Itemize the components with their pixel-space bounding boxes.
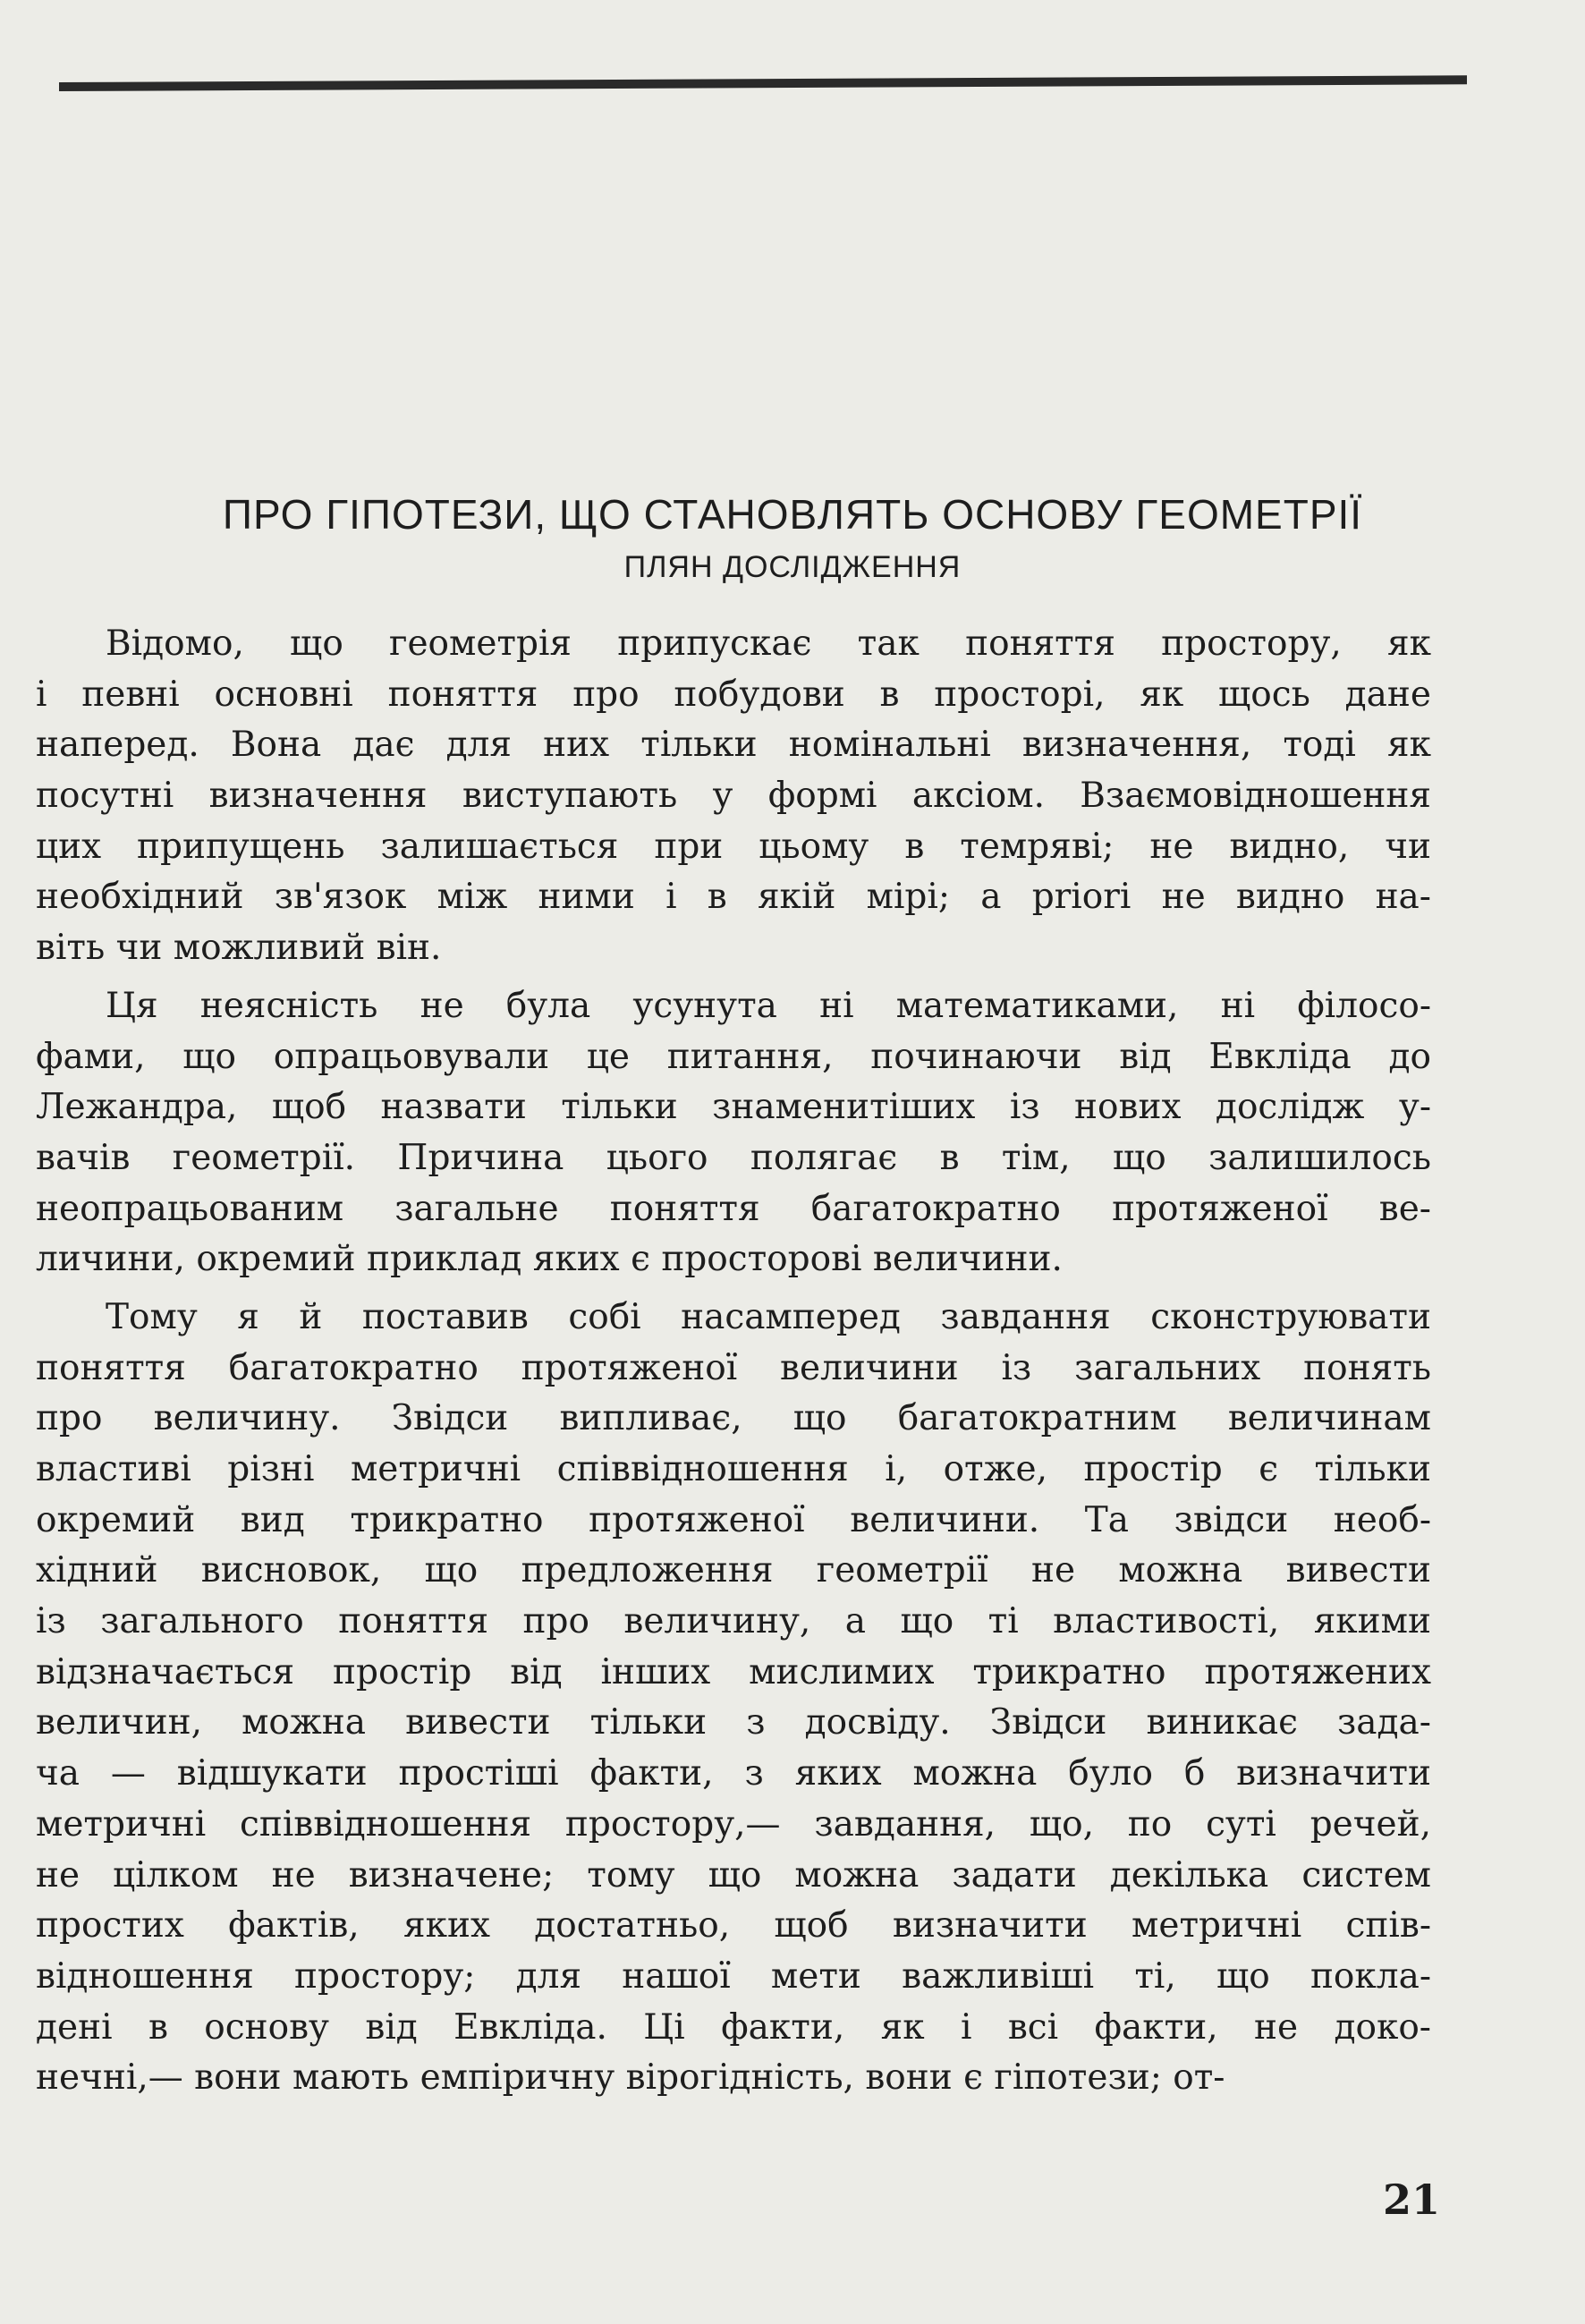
text-line: цих припущень залишається при цьому в темряві; не видно, чи — [36, 826, 1431, 867]
text-line: Відомо, що геометрія припускає так поняття простору, як — [106, 623, 1431, 664]
text-line: ча — відшукати простіші факти, з яких можна було б визначити — [36, 1753, 1431, 1794]
text-line: Лежандра, щоб назвати тільки знаменитіших із нових дослідж у- — [36, 1087, 1431, 1128]
text-line: Ця неясність не була усунута ні математиками, ні філосо- — [106, 985, 1431, 1026]
text-line: нечні,— вони мають емпіричну вірогідність, вони є гіпотези; от- — [36, 2057, 1225, 2099]
text-line: дені в основу від Евкліда. Ці факти, як і всі факти, не доко- — [36, 2006, 1431, 2048]
text-line: неопрацьованим загальне поняття багатократно протяженої ве- — [36, 1188, 1431, 1229]
text-line: личини, окремий приклад яких є просторові величини. — [36, 1239, 1063, 1280]
text-line: необхідний зв'язок між ними і в якій мірі; a priori не видно на- — [36, 877, 1431, 918]
text-line: поняття багатократно протяженої величини із загальних понять — [36, 1347, 1431, 1388]
text-line: властиві різні метричні співвідношення і, отже, простір є тільки — [36, 1449, 1431, 1489]
body-text — [36, 619, 1431, 2104]
text-line: окремий вид трикратно протяженої величини. Та звідси необ- — [36, 1499, 1431, 1540]
text-line: віть чи можливий він. — [36, 928, 442, 969]
chapter-title: ПРО ГІПОТЕЗИ, ЩО СТАНОВЛЯТЬ ОСНОВУ ГЕОМЕТРІЇ — [222, 491, 1363, 538]
text-line: із загального поняття про величину, а що ті властивості, якими — [36, 1601, 1431, 1642]
text-line: відношення простору; для нашої мети важливіші ті, що покла- — [36, 1955, 1431, 1997]
text-line: метричні співвідношення простору,— завдання, що, по суті речей, — [36, 1803, 1431, 1845]
page-number: 21 — [1382, 2176, 1440, 2224]
text-line: наперед. Вона дає для них тільки номінальні визначення, тоді як — [36, 725, 1431, 766]
text-line: про величину. Звідси випливає, що багатократним величинам — [36, 1398, 1431, 1439]
paragraph-gap — [36, 974, 1431, 981]
text-line: фами, що опрацьовували це питання, починаючи від Евкліда до — [36, 1036, 1431, 1077]
text-line: не цілком не визначене; тому що можна задати декілька систем — [36, 1854, 1431, 1896]
text-line: хідний висновок, що предложення геометрії не можна вивести — [36, 1550, 1431, 1591]
text-line: вачів геометрії. Причина цього полягає в тім, що залишилось — [36, 1137, 1431, 1178]
text-line: відзначається простір від інших мислимих трикратно протяжених — [36, 1651, 1431, 1692]
text-line: простих фактів, яких достатньо, щоб визначити метричні спів- — [36, 1905, 1431, 1947]
top-rule-divider — [59, 75, 1467, 91]
text-line: посутні визначення виступають у формі аксіом. Взаємовідношення — [36, 776, 1431, 817]
text-line: величин, можна вивести тільки з досвіду. Звідси виникає зада- — [36, 1702, 1431, 1743]
paragraph-gap — [36, 1285, 1431, 1293]
chapter-subtitle: ПЛЯН ДОСЛІДЖЕННЯ — [623, 550, 962, 584]
text-line: і певні основні поняття про побудови в просторі, як щось дане — [36, 674, 1431, 715]
text-line: Тому я й поставив собі насамперед завдання сконструювати — [106, 1296, 1431, 1337]
